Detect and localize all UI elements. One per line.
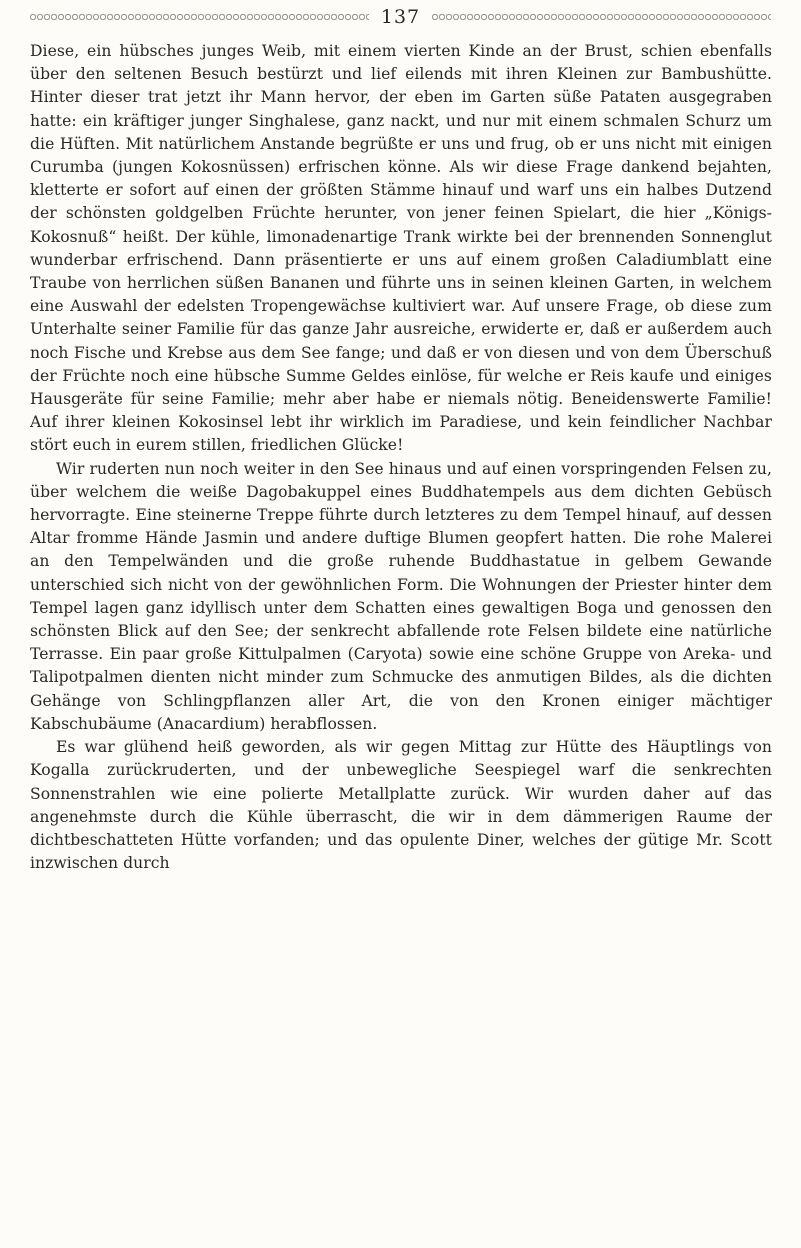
ornament-border-right [432,12,771,22]
paragraph: Es war glühend heiß geworden, als wir gegen Mittag zur Hütte des Häuptlings von Kogalla zurückruderten, und der unbewegliche Seespiegel warf die senkrechten Sonnenstrahlen wie eine polierte Metallplatte zurück. Wir wurden daher auf das angenehmste durch die Kühle überrascht, die wir in dem dämmerigen Raume der dichtbeschatteten Hütte vorfanden; und das opulente Diner, welches der gütige Mr. Scott inzwischen durch [30,738,772,873]
body-text [30,40,772,875]
page-header [30,6,771,28]
paragraph: Diese, ein hübsches junges Weib, mit einem vierten Kinde an der Brust, schien ebenfalls über den seltenen Besuch bestürzt und lief eilends mit ihren Kleinen zur Bambushütte. Hinter dieser trat jetzt ihr Mann hervor, der eben im Garten süße Pataten ausgegraben hatte: ein kräftiger junger Singhalese, ganz nackt, und nur mit einem schmalen Schurz um die Hüften. Mit natürlichem Anstande begrüßte er uns und frug, ob er uns nicht mit einigen Curumba (jungen Kokosnüssen) erfrischen könne. Als wir diese Frage dankend bejahten, kletterte er sofort auf einen der größten Stämme hinauf und warf uns ein halbes Dutzend der schönsten goldgelben Früchte herunter, von jener feinen Spielart, die hier „Königs-Kokosnuß“ heißt. Der kühle, limonadenartige Trank wirkte bei der brennenden Sonnenglut wunderbar erfrischend. Dann präsentierte er uns auf einem großen Caladiumblatt eine Traube von herrlichen süßen Bananen und führte uns in seinen kleinen Garten, in welchem eine Auswahl der edelsten Tropengewächse kultiviert war. Auf unsere Frage, ob diese zum Unterhalte seiner Familie für das ganze Jahr ausreiche, erwiderte er, daß er außerdem auch noch Fische und Krebse aus dem See fange; und daß er von diesen und von dem Überschuß der Früchte noch eine hübsche Summe Geldes einlöse, für welche er Reis kaufe und einiges Hausgeräte für seine Familie; mehr aber habe er niemals nötig. Beneidenswerte Familie! Auf ihrer kleinen Kokosinsel lebt ihr wirklich im Paradiese, und kein feindlicher Nachbar stört euch in eurem stillen, friedlichen Glücke! [30,42,772,455]
paragraph: Wir ruderten nun noch weiter in den See hinaus und auf einen vorspringenden Felsen zu, über welchem die weiße Dagobakuppel eines Buddhatempels aus dem dichten Gebüsch hervorragte. Eine steinerne Treppe führte durch letzteres zu dem Tempel hinauf, auf dessen Altar fromme Hände Jasmin und andere duftige Blumen geopfert hatten. Die rohe Malerei an den Tempelwänden und die große ruhende Buddhastatue in gelbem Gewande unterschied sich nicht von der gewöhnlichen Form. Die Wohnungen der Priester hinter dem Tempel lagen ganz idyllisch unter dem Schatten eines gewaltigen Boga und genossen den schönsten Blick auf den See; der senkrecht abfallende rote Felsen bildete eine natürliche Terrasse. Ein paar große Kittulpalmen (Caryota) sowie eine schöne Gruppe von Areka- und Talipotpalmen dienten nicht minder zum Schmucke des anmutigen Bildes, als die dichten Gehänge von Schlingpflanzen aller Art, die von den Kronen einiger mächtiger Kabschubäume (Anacardium) herabflossen. [30,459,772,733]
page-number: 137 [380,6,421,28]
ornament-border-left [30,12,369,22]
